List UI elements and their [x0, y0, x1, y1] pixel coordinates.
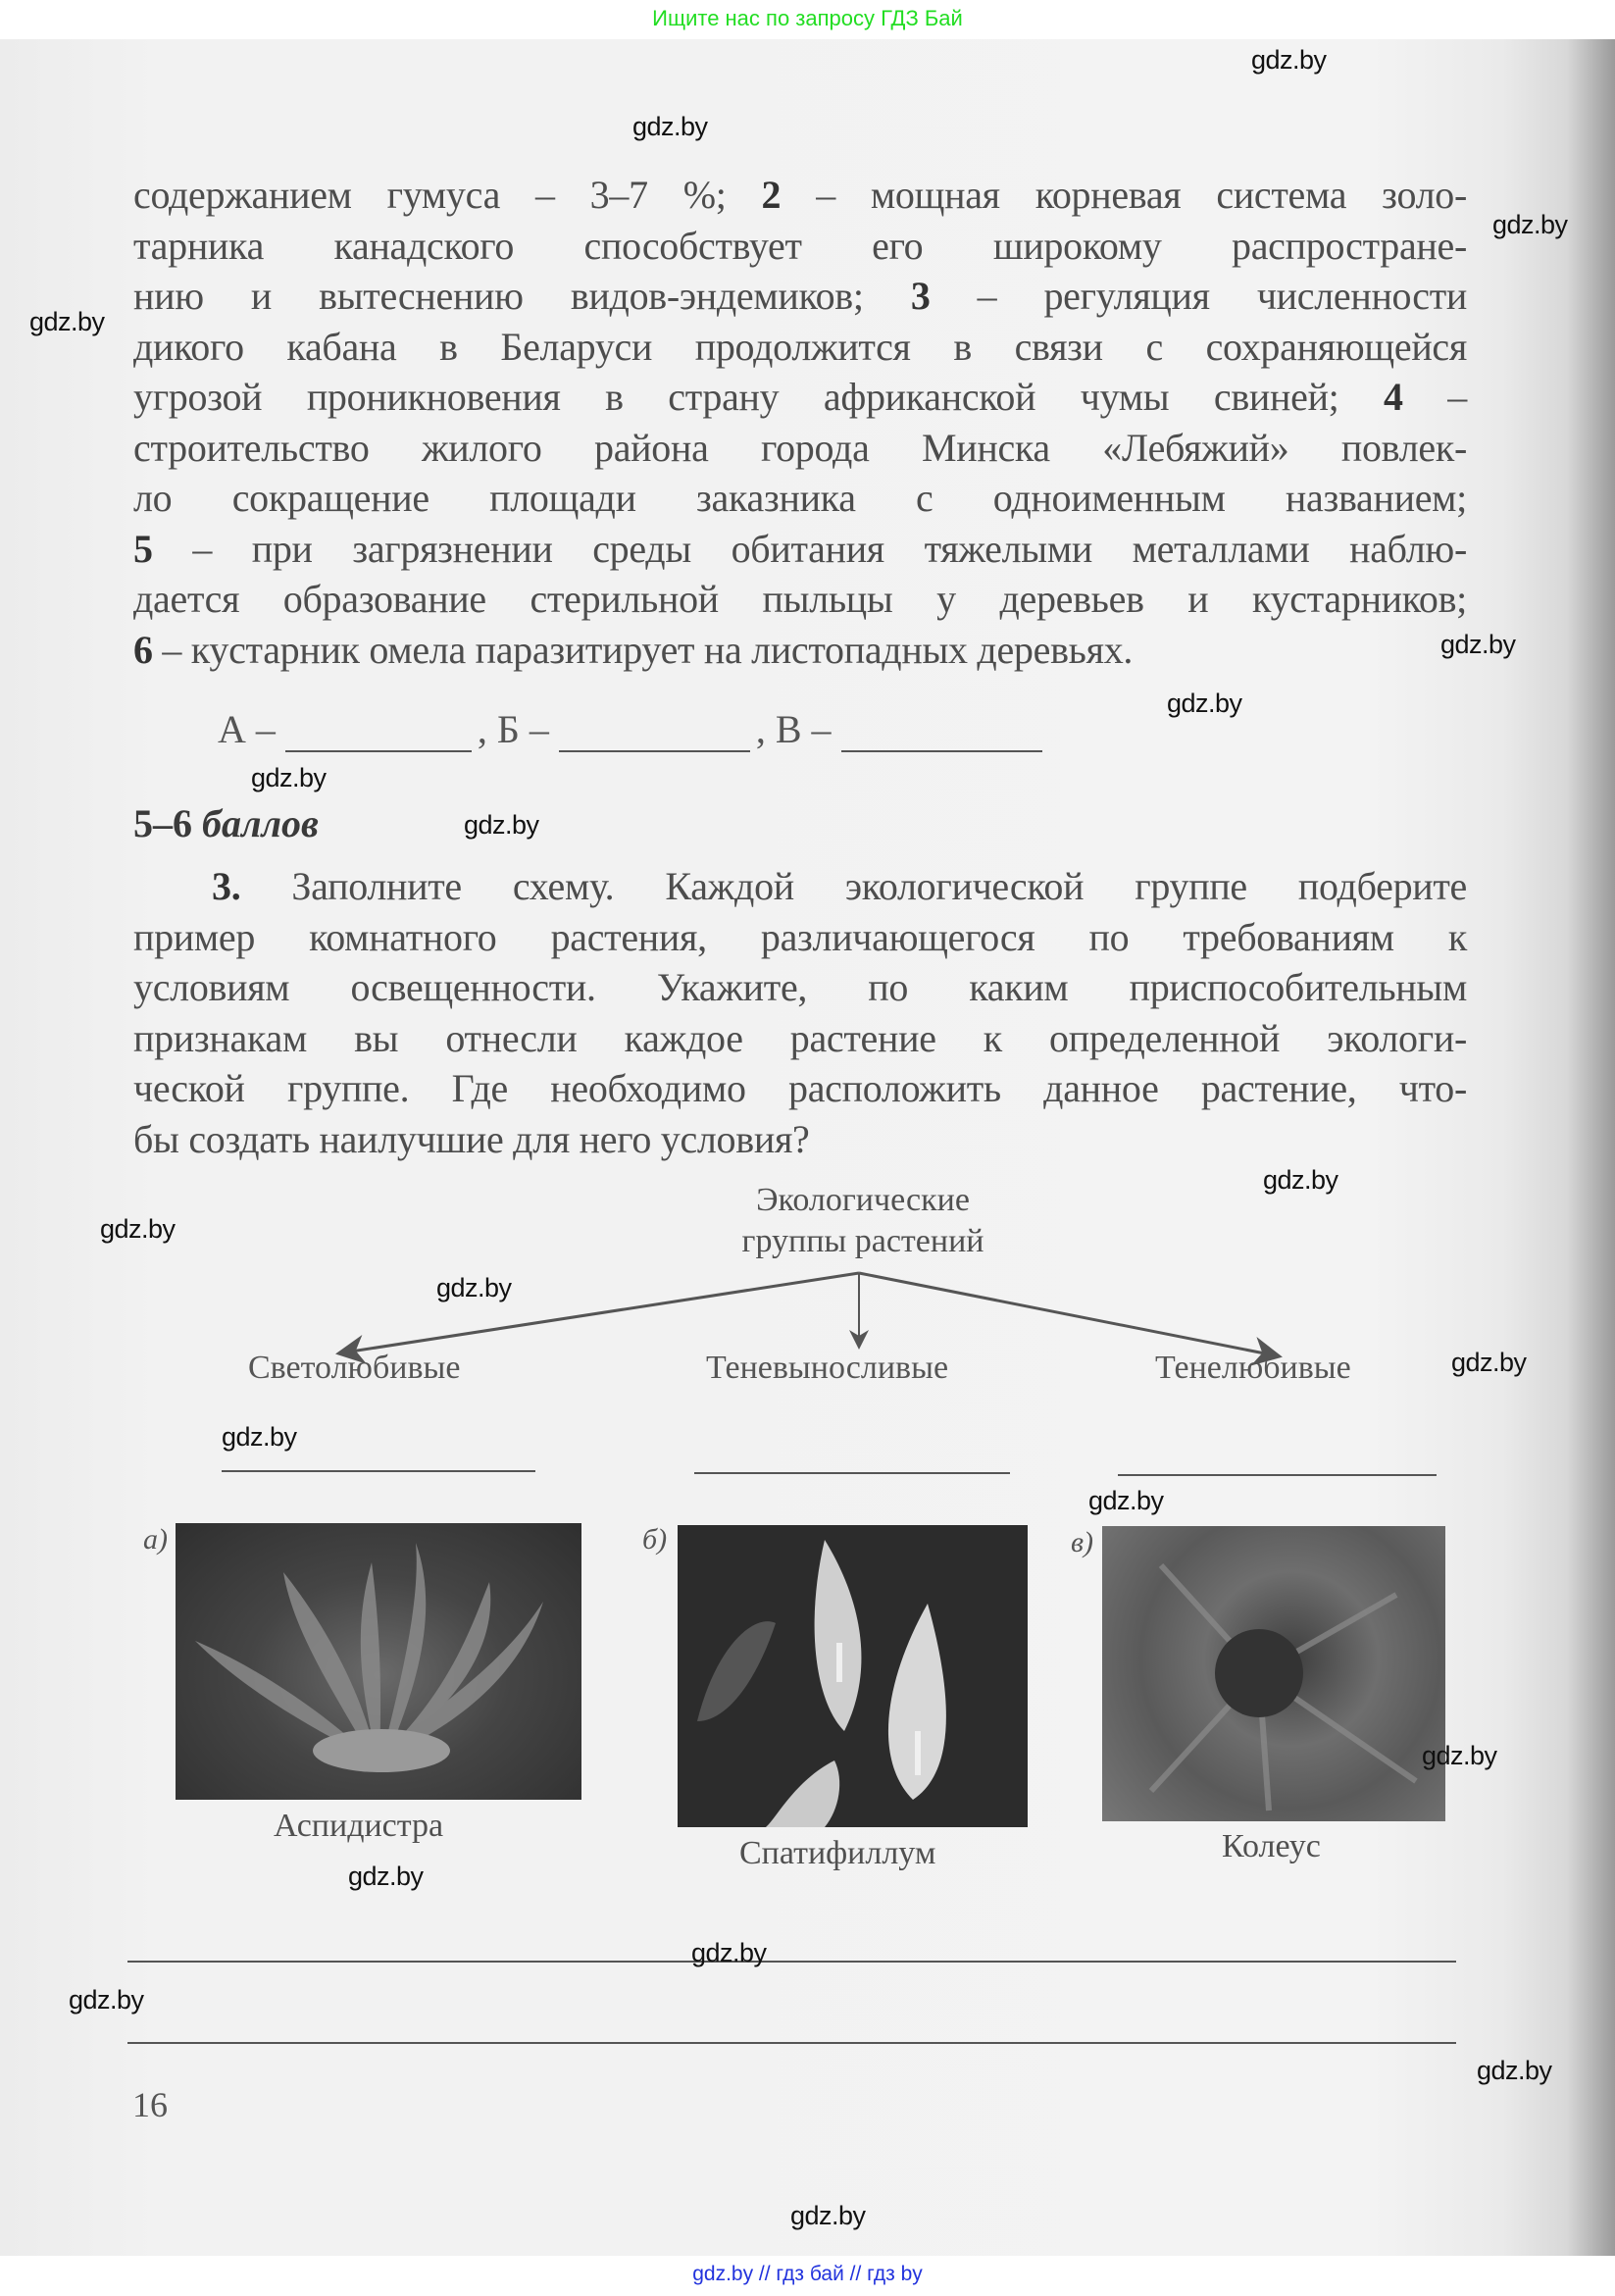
- watermark: gdz.by: [1251, 45, 1327, 75]
- group-shade-loving: Тенелюбивые: [1155, 1350, 1351, 1386]
- watermark: gdz.by: [348, 1862, 424, 1891]
- watermark: gdz.by: [100, 1214, 176, 1244]
- watermark: gdz.by: [251, 763, 327, 792]
- spathiphyllum-photo: [678, 1525, 1028, 1827]
- scheme-title: Экологические группы растений: [741, 1182, 984, 1259]
- task-3-line-1: 3. Заполните схему. Каждой экологической группе подберите: [212, 864, 1468, 908]
- bottom-banner: gdz.by // гдз бай // гдз by: [692, 2263, 923, 2285]
- watermark: gdz.by: [222, 1422, 297, 1452]
- score-heading: 5–6 баллов: [133, 801, 319, 845]
- watermark: gdz.by: [1477, 2056, 1552, 2085]
- watermark: gdz.by: [69, 1985, 144, 2015]
- spathiphyllum-caption: Спатифиллум: [739, 1835, 936, 1871]
- watermark: gdz.by: [29, 307, 105, 336]
- spathiphyllum-plant-icon: [678, 1525, 1028, 1827]
- watermark: gdz.by: [1167, 689, 1242, 718]
- coleus-caption: Колеус: [1222, 1828, 1321, 1864]
- page-number: 16: [132, 2085, 168, 2124]
- passage-line-1: содержанием гумуса – 3–7 %; 2 – мощная корневая система золо-: [133, 173, 1467, 217]
- task-3-line-4: признакам вы отнесли каждое растение к определенной экологи-: [133, 1015, 1467, 1060]
- passage-line-10: 6 – кустарник омела паразитирует на листопадных деревьях.: [133, 627, 1134, 672]
- watermark: gdz.by: [691, 1938, 767, 1967]
- group-light-loving-answer-line[interactable]: [222, 1470, 535, 1472]
- answer-line-1[interactable]: [127, 1961, 1456, 1963]
- passage-line-3: нию и вытеснению видов-эндемиков; 3 – регуляция численности: [133, 274, 1467, 318]
- passage-line-9: дается образование стерильной пыльцы у деревьев и кустарников;: [133, 577, 1467, 621]
- aspidistra-photo: [176, 1523, 581, 1800]
- coleus-photo: [1102, 1526, 1445, 1821]
- group-light-loving: Светолюбивые: [248, 1350, 461, 1386]
- group-shade-loving-answer-line[interactable]: [1118, 1474, 1437, 1476]
- photo-c-letter: в): [1071, 1526, 1094, 1558]
- answer-c-label: , В –: [755, 707, 832, 751]
- passage-line-4: дикого кабана в Беларуси продолжится в связи с сохраняющейся: [133, 324, 1467, 369]
- watermark: gdz.by: [1088, 1486, 1164, 1515]
- watermark: gdz.by: [790, 2201, 866, 2230]
- task-3-line-5: ческой группе. Где необходимо расположить данное растение, что-: [133, 1066, 1467, 1110]
- task-3-line-2: пример комнатного растения, различающегося по требованиям к: [133, 914, 1467, 959]
- watermark: gdz.by: [464, 810, 539, 840]
- aspidistra-caption: Аспидистра: [274, 1808, 444, 1844]
- answer-b-label: , Б –: [477, 707, 549, 751]
- watermark: gdz.by: [1440, 630, 1516, 659]
- passage-line-5: угрозой проникновения в страну африканской чумы свиней; 4 –: [133, 375, 1467, 419]
- watermark: gdz.by: [1263, 1165, 1338, 1195]
- watermark: gdz.by: [436, 1273, 512, 1302]
- group-shade-tolerant: Теневыносливые: [706, 1350, 949, 1386]
- watermark: gdz.by: [632, 112, 708, 141]
- watermark: gdz.by: [1451, 1348, 1527, 1377]
- task-3-line-6: бы создать наилучшие для него условия?: [133, 1116, 810, 1161]
- group-shade-tolerant-answer-line[interactable]: [694, 1472, 1010, 1474]
- photo-a-letter: а): [143, 1523, 168, 1556]
- answer-a-label: А –: [218, 707, 276, 751]
- task-3-line-3: условиям освещенности. Укажите, по каким приспособительным: [133, 965, 1467, 1009]
- coleus-leaves-icon: [1102, 1526, 1445, 1821]
- passage-line-6: строительство жилого района города Минска «Лебяжий» повлек-: [133, 425, 1467, 470]
- top-banner: Ищите нас по запросу ГДЗ Бай: [652, 6, 963, 30]
- aspidistra-plant-icon: [176, 1523, 581, 1800]
- passage-line-2: тарника канадского способствует его широкому распростране-: [133, 223, 1467, 268]
- photo-b-letter: б): [642, 1523, 668, 1556]
- passage-line-8: 5 – при загрязнении среды обитания тяжелыми металлами наблю-: [133, 526, 1467, 571]
- watermark: gdz.by: [1422, 1741, 1497, 1770]
- watermark: gdz.by: [1492, 210, 1568, 239]
- answer-line-2[interactable]: [127, 2042, 1456, 2044]
- passage-line-7: ло сокращение площади заказника с одноименным названием;: [133, 476, 1467, 520]
